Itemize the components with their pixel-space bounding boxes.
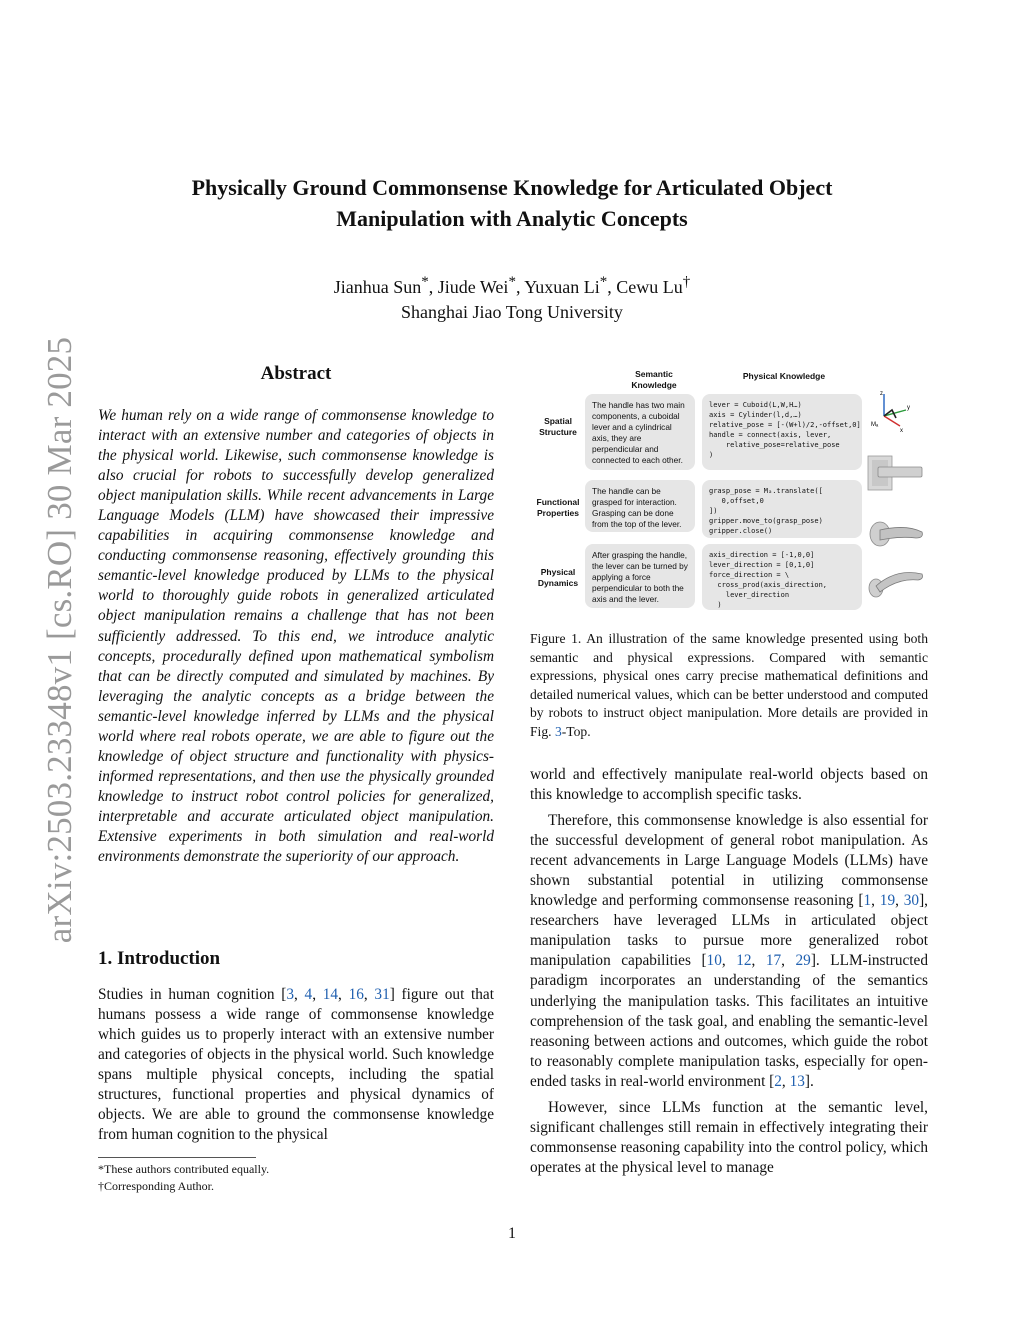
citation-link[interactable]: 4: [304, 986, 313, 1003]
column-header-semantic: Semantic Knowledge: [631, 369, 677, 390]
physical-box-functional: grasp_pose = Mₐ.translate([ 0,offset,0 ]) gripper.move_to(grasp_pose) gripper.close(): [702, 480, 862, 538]
text-run: ].: [804, 1072, 814, 1090]
text-run: ] figure out that humans possess a wide range of commonsense knowledge which guides us to properly interact with an extensive number and categories of objects in the physical world. Such knowledge spans multiple physical concepts, including the spatial structures, functional properties and physical dynamics of objects. We are able to ground the commonsense knowledge from human cognition to the physical: [98, 986, 494, 1144]
door-handle-image-1: [866, 452, 926, 496]
author-list: Jianhua Sun*, Jiude Wei*, Yuxuan Li*, Cewu Lu†: [333, 274, 691, 297]
citation-link[interactable]: 29: [795, 952, 811, 970]
axis-label-x: x: [900, 428, 903, 434]
paragraph-continuation: world and effectively manipulate real-world objects based on this knowledge to accomplish specific tasks.: [530, 766, 928, 804]
citation-link[interactable]: 17: [765, 952, 782, 970]
affiliation: Shanghai Jiao Tong University: [401, 302, 623, 322]
text-run: ]. LLM-instructed paradigm incorporates an understanding of the semantics underlying the manipulation tasks. This facilitates an intuitive comprehension of the task goal, and enabling the semantic-level reasoning between actions and outcomes, which guide the robot to reasonably complete manipulation tasks, especially for open-ended tasks in real-world environment [: [530, 952, 928, 1090]
paragraph-however: However, since LLMs function at the semantic level, significant challenges still remain in effectively integrating their commonsense reasoning capability into the control policy, which operates at the physical level to manage: [530, 1098, 928, 1176]
citation-link[interactable]: 30: [903, 892, 920, 910]
semantic-box-dynamics: After grasping the handle, the lever can be turned by applying a force perpendicular to both the axis and the lever.: [585, 544, 695, 608]
abstract-heading: Abstract: [260, 363, 332, 384]
citation-link[interactable]: 31: [374, 986, 390, 1003]
arxiv-identifier-text: arXiv:2503.23348v1 [cs.RO] 30 Mar 2025: [40, 336, 79, 944]
citation-link[interactable]: 2: [774, 1072, 782, 1090]
frame-label: Mₐ: [871, 422, 879, 428]
introduction-heading: 1. Introduction: [98, 948, 221, 969]
figure-caption: [530, 630, 928, 742]
citation-link[interactable]: 3: [286, 986, 294, 1003]
author-mark: *: [599, 274, 608, 290]
citation-link[interactable]: 13: [789, 1072, 805, 1090]
author-mark: *: [508, 274, 516, 290]
citation-link[interactable]: 12: [736, 952, 752, 970]
right-column-text: [530, 765, 928, 1178]
coordinate-frame-icon: [870, 386, 918, 434]
author-block: [112, 270, 912, 325]
author-name: Yuxuan Li: [524, 277, 600, 297]
author-name: Jiude Wei: [437, 277, 509, 297]
semantic-box-spatial: The handle has two main components, a cuboidal lever and a cylindrical axis, they are perpendicular and connected to each other.: [585, 394, 695, 470]
row-label-dynamics: Physical Dynamics: [537, 567, 579, 588]
citation-link[interactable]: 19: [879, 892, 896, 910]
citation-link[interactable]: 16: [348, 986, 364, 1003]
door-handle-image-3: [866, 564, 926, 604]
figure-reference-link[interactable]: 3: [554, 723, 562, 739]
author-name: Cewu Lu: [616, 277, 683, 297]
column-header-physical: Physical Knowledge: [742, 371, 826, 381]
figure-1: [530, 366, 928, 616]
footnote-equal-contribution: *These authors contributed equally.: [98, 1162, 270, 1176]
author-mark: †: [682, 274, 691, 290]
footnotes: [98, 1161, 269, 1195]
title-line-2: Manipulation with Analytic Concepts: [336, 206, 688, 231]
abstract-text: We human rely on a wide range of commonsense knowledge to interact with an extensive number and categories of objects in the physical world. Likewise, such commonsense knowledge is also crucial for robots to successfully develop generalized object manipulation skills. While recent advancements in Large Language Models (LLM) have showcased their impressive capabilities in acquiring commonsense knowledge and conducting commonsense reasoning, effectively grounding this semantic-level knowledge produced by LLMs to the physical world to thoroughly guide robots in generalized articulated object manipulation remains a challenge that has not been sufficiently addressed. To this end, we introduce analytic concepts, procedurally defined upon mathematical symbolism that can be directly computed and simulated by machines. By leveraging the analytic concepts as a bridge between the semantic-level knowledge inferred by LLMs and the physical world where real robots operate, we are able to figure out the knowledge of object structure and functionality with physics-informed representations, and then use the physically grounded knowledge to instruct robot control policies for generalized, interpretable and accurate articulated object manipulation. Extensive experiments in both simulation and real-world environments demonstrate the superiority of our approach.: [98, 407, 494, 866]
page-number: 1: [508, 1225, 516, 1242]
footnote-rule: [98, 1157, 256, 1158]
semantic-box-functional: The handle can be grasped for interaction. Grasping can be done from the top of the lever.: [585, 480, 695, 532]
paragraph-therefore: Therefore, this commonsense knowledge is also essential for the successful development of general robot manipulation. As recent advancements in Large Language Models (LLMs) have shown substantial potential in utilizing commonsense knowledge and performing commonsense reasoning [1, 19, 30], researchers have leveraged LLMs in articulated object manipulation tasks to pursue more generalized robot manipulation capabilities [10, 12, 17, 29]. LLM-instructed paradigm incorporates an understanding of the semantics underlying the manipulation tasks. This facilitates an intuitive comprehension of the task goal, and enabling the semantic-level reasoning between actions and outcomes, which guide the robot to reasonably complete manipulation tasks, especially for open-ended tasks in real-world environment [2, 13].: [530, 812, 928, 1090]
arxiv-identifier: [0, 0, 79, 944]
row-label-spatial: Spatial Structure: [539, 416, 577, 437]
physical-box-spatial: lever = Cuboid(L,W,H…) axis = Cylinder(l,d,…) relative_pose = [-(W+l)/2,-offset,0] handle = connect(axis, lever, relative_pose=relative_pose ): [702, 394, 862, 470]
axis-label-z: z: [880, 391, 883, 397]
footnote-corresponding: †Corresponding Author.: [98, 1179, 214, 1193]
text-run: Therefore, this commonsense knowledge is also essential for the successful development of general robot manipulation. As recent advancements in Large Language Models (LLMs) have shown substantial potential in utilizing commonsense knowledge and performing commonsense reasoning [: [530, 812, 928, 910]
paper-title: [112, 172, 912, 234]
text-run: ], researchers have leveraged LLMs in articulated object manipulation tasks to pursue more generalized robot manipulation capabilities [: [530, 892, 928, 970]
author-name: Jianhua Sun: [333, 277, 422, 297]
caption-text: -Top.: [561, 723, 591, 739]
citation-link[interactable]: 1: [863, 892, 872, 910]
row-label-functional: Functional Properties: [536, 497, 580, 518]
caption-text: Figure 1. An illustration of the same knowledge presented using both semantic and physical expressions. Compared with semantic expressions, physical ones carry precise mathematical definitions and detailed numerical values, which can be better understood and computed by robots to instruct object manipulation. More details are provided in Fig.: [530, 631, 928, 739]
physical-box-dynamics: axis_direction = [-1,0,0] lever_direction = [0,1,0] force_direction = \ cross_prod(axis_direction, lever_direction ): [702, 544, 862, 610]
citation-link[interactable]: 10: [706, 952, 722, 970]
axis-label-y: y: [907, 405, 910, 411]
title-line-1: Physically Ground Commonsense Knowledge for Articulated Object: [191, 175, 833, 200]
door-handle-image-2: [866, 514, 926, 554]
introduction-paragraph: [98, 985, 494, 1145]
author-mark: *: [421, 274, 429, 290]
text-run: Studies in human cognition [: [98, 986, 287, 1003]
citation-link[interactable]: 14: [322, 986, 339, 1003]
intro-paragraph-1: Studies in human cognition [3, 4, 14, 16, 31] figure out that humans possess a wide range of commonsense knowledge which guides us to properly interact with an extensive number and categories of objects in the physical world. Such knowledge spans multiple physical concepts, including the spatial structures, functional properties and physical dynamics of objects. We are able to ground the commonsense knowledge from human cognition to the physical: [98, 986, 494, 1144]
